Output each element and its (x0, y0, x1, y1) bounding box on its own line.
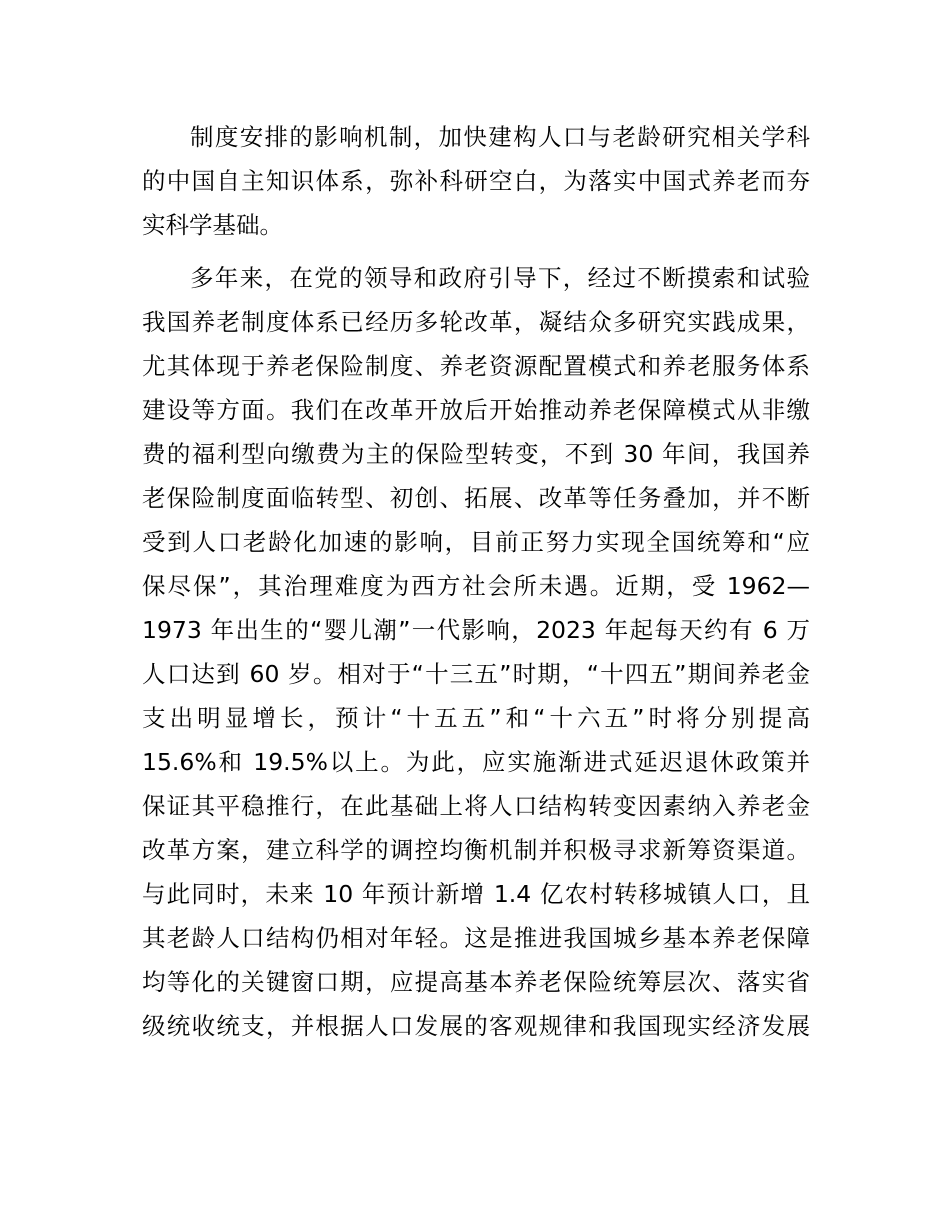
text-line: 均等化的关键窗口期，应提高基本养老保险统筹层次、落实省 (142, 968, 810, 996)
text-line: 其老龄人口结构仍相对年轻。这是推进我国城乡基本养老保障 (142, 924, 810, 952)
text-line: 保证其平稳推行，在此基础上将人口结构转变因素纳入养老金 (142, 792, 810, 820)
text-line: 实科学基础。 (142, 211, 283, 239)
text-line: 我国养老制度体系已经历多轮改革，凝结众多研究实践成果， (142, 308, 810, 336)
text-line: 保尽保”，其治理难度为西方社会所未遇。近期，受 1962— (142, 572, 810, 600)
text-line: 受到人口老龄化加速的影响，目前正努力实现全国统筹和“应 (142, 528, 810, 556)
text-line: 费的福利型向缴费为主的保险型转变，不到 30 年间，我国养 (142, 440, 810, 468)
document-page (142, 122, 810, 1064)
text-line: 多年来，在党的领导和政府引导下，经过不断摸索和试验 (190, 264, 810, 292)
text-line: 尤其体现于养老保险制度、养老资源配置模式和养老服务体系 (142, 352, 810, 380)
text-line: 支出明显增长，预计“十五五”和“十六五”时将分别提高 (142, 704, 810, 732)
text-line: 人口达到 60 岁。相对于“十三五”时期，“十四五”期间养老金 (142, 660, 810, 688)
text-line: 建设等方面。我们在改革开放后开始推动养老保障模式从非缴 (142, 396, 810, 424)
text-line: 改革方案，建立科学的调控均衡机制并积极寻求新筹资渠道。 (142, 836, 810, 864)
text-line: 老保险制度面临转型、初创、拓展、改革等任务叠加，并不断 (142, 484, 810, 512)
text-line: 制度安排的影响机制，加快建构人口与老龄研究相关学科 (190, 123, 810, 151)
text-line: 的中国自主知识体系，弥补科研空白，为落实中国式养老而夯 (142, 167, 810, 195)
text-line: 15.6%和 19.5%以上。为此，应实施渐进式延迟退休政策并 (142, 748, 810, 776)
text-line: 与此同时，未来 10 年预计新增 1.4 亿农村转移城镇人口，且 (142, 880, 810, 908)
paragraph-2 (142, 263, 810, 1055)
text-line: 级统收统支，并根据人口发展的客观规律和我国现实经济发展 (142, 1012, 810, 1040)
paragraph-1 (142, 122, 810, 254)
text-line: 1973 年出生的“婴儿潮”一代影响，2023 年起每天约有 6 万 (142, 616, 810, 644)
